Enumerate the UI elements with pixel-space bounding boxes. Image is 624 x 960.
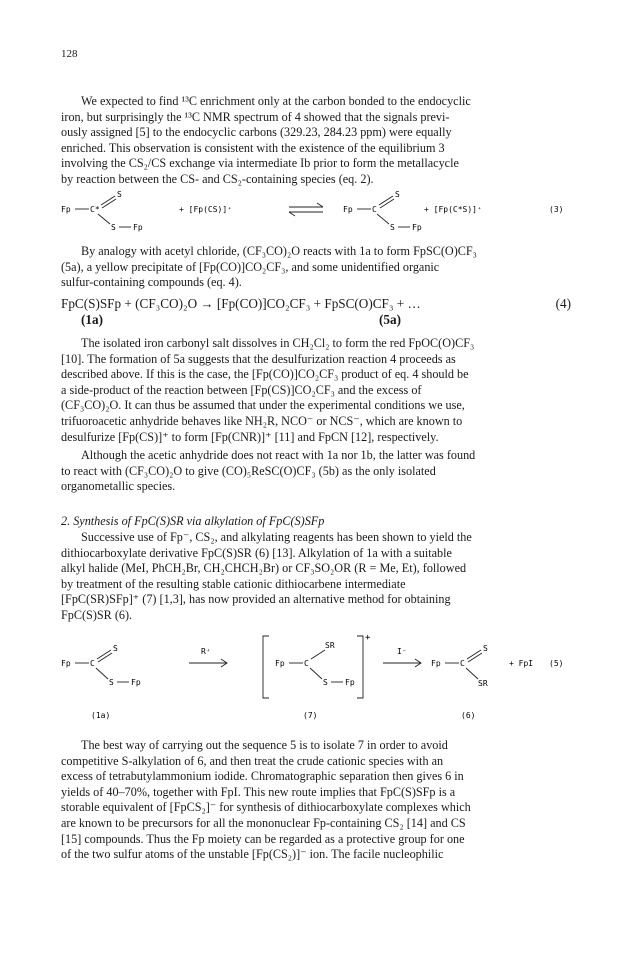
paragraph-1	[61, 94, 571, 188]
text-line: described above. If this is the case, the [Fp(CO)]CO₂CF₃ product of eq. 4 should be	[61, 367, 469, 382]
reaction-scheme-3	[61, 188, 571, 238]
carbon-label: C	[460, 659, 465, 668]
sulfur-label: S	[113, 644, 118, 653]
fp-label: Fp	[275, 659, 285, 668]
sulfur-label: S	[111, 223, 116, 232]
text-line: sulfur-containing compounds (eq. 4).	[61, 275, 242, 290]
sr-label: SR	[478, 679, 488, 688]
section-title: 2. Synthesis of FpC(S)SR via alkylation of FpC(S)SFp	[61, 514, 325, 528]
reaction-scheme-5	[61, 626, 571, 726]
fp-label: Fp	[345, 678, 355, 687]
product-label: + [Fp(C*S)]⁺	[424, 205, 482, 214]
compound-label: (1a)	[81, 312, 103, 327]
product-label: + FpI	[509, 659, 534, 668]
equation-4	[61, 296, 571, 330]
equation-number: (3)	[549, 205, 564, 214]
fp-label: Fp	[61, 205, 71, 214]
text-line: ously assigned [5] to the endocyclic carbons (329.23, 284.23 ppm) were equally	[61, 125, 452, 140]
compound-label: (7)	[303, 711, 318, 720]
text-line: (CF₃CO)₂O. It can thus be assumed that under the experimental conditions we use,	[61, 398, 465, 413]
carbon-label: C	[372, 205, 377, 214]
text-line: competitive S-alkylation of 6, and then treat the crude cationic species with an	[61, 753, 444, 768]
paragraph-6	[61, 738, 571, 863]
text-line: alkyl halide (MeI, PhCH₂Br, CH₂CHCH₂Br) or CF₃SO₂OR (R = Me, Et), followed	[61, 561, 467, 576]
sulfur-label: S	[390, 223, 395, 232]
carbon-label: C	[90, 659, 95, 668]
text-line: FpC(S)SR (6).	[61, 607, 133, 622]
text-line: The isolated iron carbonyl salt dissolves in CH₂Cl₂ to form the red FpOC(O)CF₃	[81, 336, 475, 350]
text-line: are known to be precursors for all the mononuclear Fp-containing CS₂ [14] and CS	[61, 815, 466, 830]
equation-number: (4)	[555, 296, 571, 311]
text-line: by treatment of the resulting stable cationic dithiocarbene intermediate	[61, 576, 406, 591]
text-line: Although the acetic anhydride does not react with 1a nor 1b, the latter was found	[81, 448, 476, 462]
text-line: organometallic species.	[61, 479, 176, 494]
text-line: yields of 40–70%, together with FpI. This new route implies that FpC(S)SFp is a	[61, 784, 456, 799]
paragraph-2	[61, 244, 571, 291]
sulfur-label: S	[117, 190, 122, 199]
text-line: iron, but surprisingly the ¹³C NMR spectrum of 4 showed that the signals previ-	[61, 109, 450, 124]
text-line: We expected to find ¹³C enrichment only at the carbon bonded to the endocyclic	[81, 94, 471, 108]
text-line: [10]. The formation of 5a suggests that the desulfurization reaction 4 proceeds as	[61, 351, 456, 366]
sulfur-label: S	[483, 644, 488, 653]
fp-label: Fp	[412, 223, 422, 232]
carbon-label: C*	[90, 205, 100, 214]
fp-label: Fp	[343, 205, 353, 214]
text-line: By analogy with acetyl chloride, (CF₃CO)₂O reacts with 1a to form FpSC(O)CF₃	[81, 244, 477, 258]
sulfur-label: S	[395, 190, 400, 199]
text-line: a side-product of the reaction between [Fp(CS)]CO₂CF₃ and the excess of	[61, 382, 422, 397]
text-line: to react with (CF₃CO)₂O to give (CO)₅ReSC(O)CF₃ (5b) as the only isolated	[61, 463, 436, 478]
compound-label: (1a)	[91, 711, 111, 720]
text-line: storable equivalent of [FpCS₂]⁻ for synthesis of dithiocarboxylate complexes which	[61, 800, 471, 815]
text-line: [15] compounds. Thus the Fp moiety can be regarded as a protective group for one	[61, 831, 465, 846]
text-line: involving the CS₂/CS exchange via intermediate Ib prior to form the metallacycle	[61, 156, 459, 171]
text-line: dithiocarboxylate derivative FpC(S)SR (6) [13]. Alkylation of 1a with a suitable	[61, 545, 452, 560]
fp-label: Fp	[133, 223, 143, 232]
equation-text: FpC(S)SFp + (CF₃CO)₂O → [Fp(CO)]CO₂CF₃ + FpSC(O)CF₃ + …	[61, 296, 421, 311]
paragraph-4	[61, 448, 571, 495]
fp-label: Fp	[431, 659, 441, 668]
text-line: enriched. This observation is consistent with the existence of the equilibrium 3	[61, 140, 445, 155]
text-line: The best way of carrying out the sequence 5 is to isolate 7 in order to avoid	[81, 738, 448, 752]
text-line: [FpC(SR)SFp]⁺ (7) [1,3], has now provided an alternative method for obtaining	[61, 592, 451, 607]
fp-label: Fp	[131, 678, 141, 687]
carbon-label: C	[304, 659, 309, 668]
reagent-label: I⁻	[397, 647, 407, 656]
text-line: of the two sulfur atoms of the unstable [Fp(CS₂)]⁻ ion. The facile nucleophilic	[61, 847, 444, 862]
equation-number: (5)	[549, 659, 564, 668]
text-line: desulfurize [Fp(CS)]⁺ to form [Fp(CNR)]⁺ [11] and FpCN [12], respectively.	[61, 429, 439, 444]
text-line: by reaction between the CS- and CS₂-containing species (eq. 2).	[61, 171, 374, 186]
compound-label: (5a)	[379, 312, 401, 327]
reagent-label: R⁺	[201, 647, 211, 656]
text-line: trifuoroacetic anhydride behaves like NH₂R, NCO⁻ or NCS⁻, which are known to	[61, 413, 463, 428]
sulfur-label: S	[323, 678, 328, 687]
sr-label: SR	[325, 641, 335, 650]
paragraph-3	[61, 336, 571, 445]
scheme-5-drawing	[61, 626, 571, 726]
text-line: Successive use of Fp⁻, CS₂, and alkylating reagents has been shown to yield the	[81, 530, 472, 544]
charge-label: +	[365, 633, 371, 643]
sulfur-label: S	[109, 678, 114, 687]
compound-label: (6)	[461, 711, 476, 720]
text-line: excess of tetrabutylammonium iodide. Chromatographic separation then gives 6 in	[61, 769, 464, 784]
reagent-label: + [Fp(CS)]⁺	[179, 205, 232, 214]
scheme-3-drawing	[61, 188, 571, 238]
page-number: 128	[61, 48, 78, 60]
text-line: (5a), a yellow precipitate of [Fp(CO)]CO₂CF₃, and some unidentified organic	[61, 259, 440, 274]
paragraph-5	[61, 530, 571, 624]
fp-label: Fp	[61, 659, 71, 668]
